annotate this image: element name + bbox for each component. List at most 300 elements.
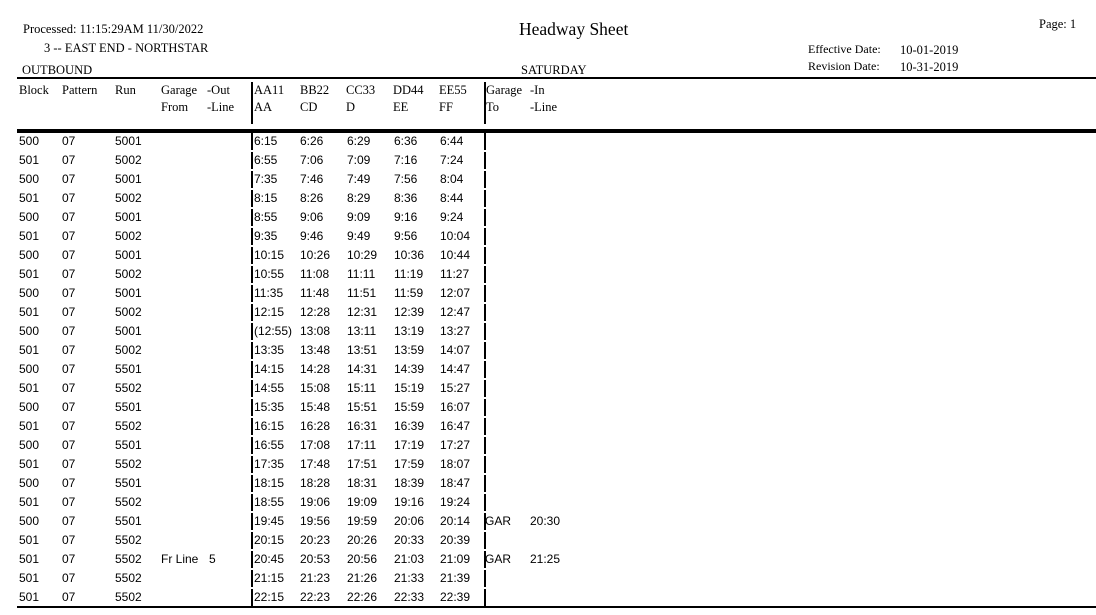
timepoint-cell: 18:31: [347, 476, 378, 490]
table-row: [0, 454, 1096, 473]
timepoint-cell: 21:03: [394, 552, 425, 566]
table-row: [0, 302, 1096, 321]
timepoint-cell: 13:59: [394, 343, 425, 357]
route-name: 3 -- EAST END - NORTHSTAR: [44, 41, 209, 55]
timepoint-cell: 15:48: [300, 400, 331, 414]
timepoint-cell: 21:15: [254, 571, 285, 585]
table-row: [0, 264, 1096, 283]
table-row: [0, 207, 1096, 226]
timepoint-cell: 14:39: [394, 362, 425, 376]
timepoint-header-abbr: AA: [254, 100, 273, 114]
timepoint-cell: 7:09: [347, 153, 371, 167]
table-row: [0, 587, 1096, 606]
pattern-cell: 07: [62, 267, 76, 281]
timepoint-cell: 20:06: [394, 514, 425, 528]
timepoint-cell: 10:36: [394, 248, 425, 262]
pattern-cell: 07: [62, 590, 76, 604]
run-cell: 5502: [115, 571, 142, 585]
run-cell: 5501: [115, 400, 142, 414]
schedule-table-body: [0, 131, 1096, 606]
timepoint-cell: 20:56: [347, 552, 378, 566]
run-cell: 5502: [115, 495, 142, 509]
block-cell: 501: [19, 533, 40, 547]
timepoint-cell: 16:31: [347, 419, 378, 433]
timepoint-cell: 14:07: [440, 343, 471, 357]
timepoint-cell: 21:09: [440, 552, 471, 566]
run-cell: 5001: [115, 324, 142, 338]
block-cell: 501: [19, 495, 40, 509]
column-header-in-line-sub: -Line: [530, 100, 558, 114]
column-separator: [251, 133, 253, 150]
timepoint-cell: 9:46: [300, 229, 324, 243]
timepoint-header-abbr: D: [346, 100, 356, 114]
column-separator: [484, 304, 486, 321]
column-separator: [251, 570, 253, 587]
block-cell: 501: [19, 552, 40, 566]
timepoint-cell: 8:26: [300, 191, 324, 205]
pattern-cell: 07: [62, 419, 76, 433]
timepoint-header-code: BB22: [300, 83, 330, 97]
timepoint-cell: 14:28: [300, 362, 331, 376]
column-separator: [484, 152, 486, 169]
garage-to-cell: GAR: [485, 514, 512, 528]
timepoint-cell: 7:49: [347, 172, 371, 186]
timepoint-cell: 7:24: [440, 153, 464, 167]
column-separator: [251, 266, 253, 283]
timepoint-cell: 6:29: [347, 134, 371, 148]
pattern-cell: 07: [62, 229, 76, 243]
timepoint-cell: 12:31: [347, 305, 378, 319]
timepoint-header-abbr: EE: [393, 100, 409, 114]
table-row: [0, 245, 1096, 264]
effective-date-label: Effective Date:: [808, 42, 881, 56]
column-separator: [484, 285, 486, 302]
day-type-label: SATURDAY: [521, 63, 587, 77]
column-separator: [484, 171, 486, 188]
block-cell: 500: [19, 172, 40, 186]
block-cell: 501: [19, 590, 40, 604]
timepoint-cell: 17:35: [254, 457, 285, 471]
pattern-cell: 07: [62, 343, 76, 357]
run-cell: 5502: [115, 590, 142, 604]
timepoint-cell: 15:59: [394, 400, 425, 414]
column-header-out-line: -Out: [207, 83, 230, 97]
column-separator: [484, 456, 486, 473]
timepoint-cell: 7:46: [300, 172, 324, 186]
timepoint-cell: 10:44: [440, 248, 471, 262]
pattern-cell: 07: [62, 248, 76, 262]
column-separator: [251, 82, 253, 124]
run-cell: 5502: [115, 457, 142, 471]
timepoint-cell: 17:48: [300, 457, 331, 471]
timepoint-cell: 11:35: [254, 286, 284, 300]
table-row: [0, 131, 1096, 150]
direction-label: OUTBOUND: [22, 63, 93, 77]
timepoint-cell: 16:55: [254, 438, 285, 452]
timepoint-cell: 15:35: [254, 400, 285, 414]
timepoint-header-abbr: FF: [439, 100, 453, 114]
column-separator: [251, 551, 253, 568]
timepoint-cell: 8:29: [347, 191, 371, 205]
timepoint-cell: 14:31: [347, 362, 378, 376]
pattern-cell: 07: [62, 457, 76, 471]
column-header-in-line: -In: [530, 83, 545, 97]
run-cell: 5001: [115, 172, 142, 186]
timepoint-cell: 19:56: [300, 514, 331, 528]
timepoint-cell: 9:09: [347, 210, 371, 224]
timepoint-cell: 8:15: [254, 191, 278, 205]
column-separator: [484, 361, 486, 378]
header-divider: [17, 77, 1096, 79]
column-separator: [484, 323, 486, 340]
out-line-cell: 5: [209, 552, 216, 566]
timepoint-cell: 15:27: [440, 381, 471, 395]
column-separator: [484, 190, 486, 207]
timepoint-cell: 10:29: [347, 248, 378, 262]
table-row: [0, 435, 1096, 454]
run-cell: 5002: [115, 229, 142, 243]
timepoint-cell: 18:39: [394, 476, 425, 490]
timepoint-cell: 18:07: [440, 457, 471, 471]
table-row: [0, 283, 1096, 302]
timepoint-cell: 19:16: [394, 495, 425, 509]
processed-timestamp: Processed: 11:15:29AM 11/30/2022: [23, 22, 204, 36]
timepoint-cell: 20:14: [440, 514, 471, 528]
timepoint-cell: 21:33: [394, 571, 425, 585]
pattern-cell: 07: [62, 153, 76, 167]
table-row: [0, 169, 1096, 188]
timepoint-cell: 12:07: [440, 286, 471, 300]
timepoint-cell: 14:47: [440, 362, 471, 376]
timepoint-header-code: DD44: [393, 83, 424, 97]
column-separator: [251, 475, 253, 492]
timepoint-cell: 8:36: [394, 191, 418, 205]
timepoint-cell: 16:28: [300, 419, 331, 433]
column-separator: [251, 304, 253, 321]
timepoint-header-code: EE55: [439, 83, 467, 97]
garage-to-cell: GAR: [485, 552, 512, 566]
column-separator: [484, 380, 486, 397]
column-separator: [484, 133, 486, 150]
timepoint-cell: 20:45: [254, 552, 285, 566]
timepoint-header-code: AA11: [254, 83, 285, 97]
in-line-cell: 20:30: [530, 514, 561, 528]
timepoint-cell: 20:26: [347, 533, 378, 547]
column-separator: [484, 570, 486, 587]
pattern-cell: 07: [62, 571, 76, 585]
run-cell: 5501: [115, 514, 142, 528]
column-separator: [251, 152, 253, 169]
timepoint-cell: 21:39: [440, 571, 471, 585]
run-cell: 5002: [115, 343, 142, 357]
timepoint-cell: 22:39: [440, 590, 471, 604]
run-cell: 5502: [115, 533, 142, 547]
timepoint-cell: 8:04: [440, 172, 464, 186]
pattern-cell: 07: [62, 438, 76, 452]
timepoint-cell: 17:19: [394, 438, 425, 452]
timepoint-cell: 21:26: [347, 571, 378, 585]
column-separator: [484, 209, 486, 226]
column-header-pattern: Pattern: [62, 83, 98, 97]
table-row: [0, 416, 1096, 435]
page-number: Page: 1: [1039, 17, 1077, 31]
timepoint-cell: 12:47: [440, 305, 471, 319]
column-separator: [251, 418, 253, 435]
timepoint-cell: 11:59: [394, 286, 424, 300]
timepoint-cell: 6:44: [440, 134, 464, 148]
table-bottom-divider: [17, 606, 1096, 608]
timepoint-cell: 16:15: [254, 419, 285, 433]
timepoint-cell: 9:56: [394, 229, 418, 243]
timepoint-cell: 20:39: [440, 533, 471, 547]
table-row: [0, 321, 1096, 340]
timepoint-cell: 15:08: [300, 381, 331, 395]
column-separator: [251, 190, 253, 207]
timepoint-cell: 19:24: [440, 495, 471, 509]
column-separator: [484, 247, 486, 264]
timepoint-cell: 12:15: [254, 305, 285, 319]
pattern-cell: 07: [62, 324, 76, 338]
block-cell: 500: [19, 476, 40, 490]
column-separator: [484, 494, 486, 511]
column-header-run: Run: [115, 83, 136, 97]
timepoint-cell: 8:44: [440, 191, 464, 205]
timepoint-cell: 7:35: [254, 172, 278, 186]
table-row: [0, 340, 1096, 359]
timepoint-cell: 17:51: [347, 457, 378, 471]
column-separator: [251, 513, 253, 530]
pattern-cell: 07: [62, 134, 76, 148]
column-separator: [484, 437, 486, 454]
run-cell: 5002: [115, 305, 142, 319]
table-row: [0, 188, 1096, 207]
pattern-cell: 07: [62, 191, 76, 205]
timepoint-cell: 9:24: [440, 210, 464, 224]
timepoint-cell: 16:07: [440, 400, 471, 414]
run-cell: 5502: [115, 381, 142, 395]
column-separator: [251, 171, 253, 188]
run-cell: 5001: [115, 248, 142, 262]
timepoint-cell: 22:15: [254, 590, 285, 604]
pattern-cell: 07: [62, 552, 76, 566]
timepoint-cell: 13:08: [300, 324, 331, 338]
column-header-garage-to-sub: To: [486, 100, 500, 114]
block-cell: 500: [19, 248, 40, 262]
column-separator: [251, 437, 253, 454]
timepoint-cell: 18:15: [254, 476, 285, 490]
block-cell: 501: [19, 153, 40, 167]
column-separator: [484, 342, 486, 359]
revision-date-label: Revision Date:: [808, 59, 880, 73]
timepoint-cell: 7:56: [394, 172, 418, 186]
table-row: [0, 359, 1096, 378]
column-separator: [251, 209, 253, 226]
block-cell: 501: [19, 229, 40, 243]
column-separator: [484, 475, 486, 492]
timepoint-cell: 11:19: [394, 267, 424, 281]
block-cell: 501: [19, 305, 40, 319]
timepoint-cell: 11:08: [300, 267, 330, 281]
timepoint-cell: 10:26: [300, 248, 331, 262]
timepoint-cell: (12:55): [254, 324, 293, 338]
table-row: [0, 226, 1096, 245]
timepoint-cell: 14:55: [254, 381, 285, 395]
timepoint-cell: 18:47: [440, 476, 471, 490]
run-cell: 5001: [115, 286, 142, 300]
in-line-cell: 21:25: [530, 552, 561, 566]
run-cell: 5002: [115, 267, 142, 281]
column-separator: [484, 399, 486, 416]
garage-from-cell: Fr Line: [161, 552, 199, 566]
timepoint-header-abbr: CD: [300, 100, 318, 114]
column-separator: [251, 380, 253, 397]
column-header-garage-to: Garage: [486, 83, 523, 97]
table-row: [0, 473, 1096, 492]
timepoint-cell: 19:59: [347, 514, 378, 528]
column-separator: [251, 342, 253, 359]
run-cell: 5502: [115, 419, 142, 433]
timepoint-cell: 10:15: [254, 248, 285, 262]
run-cell: 5001: [115, 134, 142, 148]
effective-date-value: 10-01-2019: [900, 43, 959, 57]
timepoint-cell: 11:48: [300, 286, 330, 300]
timepoint-cell: 22:26: [347, 590, 378, 604]
timepoint-cell: 9:06: [300, 210, 324, 224]
timepoint-cell: 15:51: [347, 400, 378, 414]
pattern-cell: 07: [62, 514, 76, 528]
run-cell: 5502: [115, 552, 142, 566]
column-header-out-line-sub: -Line: [207, 100, 235, 114]
table-row: [0, 378, 1096, 397]
block-cell: 501: [19, 381, 40, 395]
timepoint-cell: 22:23: [300, 590, 331, 604]
block-cell: 500: [19, 324, 40, 338]
timepoint-cell: 19:06: [300, 495, 331, 509]
timepoint-cell: 17:59: [394, 457, 425, 471]
run-cell: 5002: [115, 191, 142, 205]
run-cell: 5001: [115, 210, 142, 224]
block-cell: 501: [19, 571, 40, 585]
timepoint-cell: 20:33: [394, 533, 425, 547]
run-cell: 5501: [115, 438, 142, 452]
timepoint-header-code: CC33: [346, 83, 376, 97]
column-separator: [251, 361, 253, 378]
timepoint-cell: 21:23: [300, 571, 331, 585]
timepoint-cell: 17:27: [440, 438, 471, 452]
pattern-cell: 07: [62, 305, 76, 319]
page-title: Headway Sheet: [519, 19, 629, 39]
timepoint-cell: 10:55: [254, 267, 285, 281]
timepoint-cell: 13:27: [440, 324, 471, 338]
column-separator: [484, 589, 486, 606]
table-row: [0, 530, 1096, 549]
column-separator: [484, 532, 486, 549]
column-separator: [484, 266, 486, 283]
timepoint-cell: 7:06: [300, 153, 324, 167]
column-header-block: Block: [19, 83, 49, 97]
timepoint-cell: 12:39: [394, 305, 425, 319]
table-row: [0, 492, 1096, 511]
timepoint-cell: 17:08: [300, 438, 331, 452]
table-row: [0, 150, 1096, 169]
timepoint-cell: 8:55: [254, 210, 278, 224]
column-separator: [251, 494, 253, 511]
column-separator: [251, 532, 253, 549]
timepoint-cell: 10:04: [440, 229, 471, 243]
pattern-cell: 07: [62, 400, 76, 414]
run-cell: 5002: [115, 153, 142, 167]
timepoint-cell: 11:27: [440, 267, 470, 281]
table-row: [0, 568, 1096, 587]
timepoint-cell: 20:23: [300, 533, 331, 547]
timepoint-cell: 6:26: [300, 134, 324, 148]
column-separator: [251, 247, 253, 264]
pattern-cell: 07: [62, 286, 76, 300]
column-separator: [251, 323, 253, 340]
block-cell: 501: [19, 457, 40, 471]
timepoint-cell: 16:47: [440, 419, 471, 433]
column-separator: [251, 589, 253, 606]
timepoint-cell: 13:35: [254, 343, 285, 357]
column-separator: [484, 418, 486, 435]
run-cell: 5501: [115, 362, 142, 376]
block-cell: 500: [19, 400, 40, 414]
pattern-cell: 07: [62, 362, 76, 376]
timepoint-cell: 7:16: [394, 153, 418, 167]
block-cell: 501: [19, 343, 40, 357]
block-cell: 500: [19, 514, 40, 528]
block-cell: 500: [19, 210, 40, 224]
timepoint-cell: 11:11: [347, 267, 376, 281]
timepoint-cell: 20:53: [300, 552, 331, 566]
table-row: [0, 549, 1096, 568]
column-header-garage-from: Garage: [161, 83, 198, 97]
column-separator: [484, 513, 486, 530]
timepoint-cell: 6:36: [394, 134, 418, 148]
revision-date-value: 10-31-2019: [900, 60, 959, 74]
timepoint-cell: 13:11: [347, 324, 377, 338]
timepoint-cell: 9:49: [347, 229, 371, 243]
timepoint-cell: 22:33: [394, 590, 425, 604]
timepoint-cell: 15:11: [347, 381, 377, 395]
pattern-cell: 07: [62, 210, 76, 224]
column-separator: [251, 285, 253, 302]
column-separator: [251, 228, 253, 245]
timepoint-cell: 16:39: [394, 419, 425, 433]
timepoint-cell: 11:51: [347, 286, 377, 300]
timepoint-cell: 18:55: [254, 495, 285, 509]
timepoint-cell: 6:15: [254, 134, 278, 148]
column-header-garage-from-sub: From: [161, 100, 189, 114]
timepoint-cell: 13:51: [347, 343, 378, 357]
block-cell: 500: [19, 286, 40, 300]
column-separator: [484, 551, 486, 568]
pattern-cell: 07: [62, 172, 76, 186]
timepoint-cell: 9:16: [394, 210, 418, 224]
pattern-cell: 07: [62, 381, 76, 395]
timepoint-cell: 20:15: [254, 533, 285, 547]
pattern-cell: 07: [62, 495, 76, 509]
timepoint-cell: 18:28: [300, 476, 331, 490]
pattern-cell: 07: [62, 533, 76, 547]
block-cell: 500: [19, 362, 40, 376]
timepoint-cell: 6:55: [254, 153, 278, 167]
block-cell: 501: [19, 267, 40, 281]
table-row: [0, 397, 1096, 416]
timepoint-cell: 14:15: [254, 362, 285, 376]
timepoint-cell: 17:11: [347, 438, 377, 452]
table-row: [0, 511, 1096, 530]
